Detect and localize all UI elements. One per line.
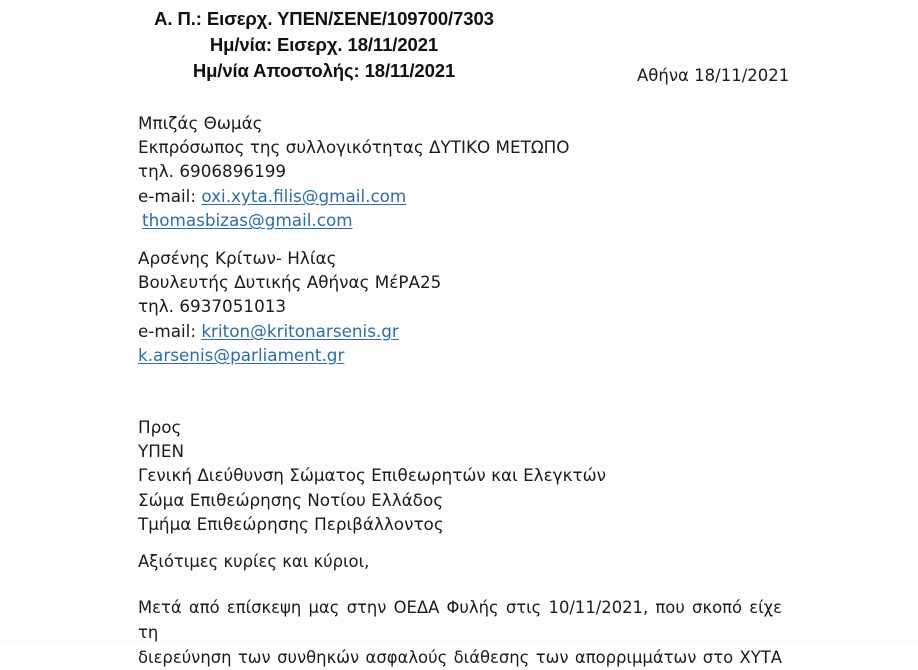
sender-primary-role: Εκπρόσωπος της συλλογικότητας ΔΥΤΙΚΟ ΜΕΤΩΠΟ [138,137,570,158]
sent-date-line: Ημ/νία Αποστολής: 18/11/2021 [192,60,456,81]
sender-primary-email-2[interactable]: thomasbizas@gmail.com [142,209,353,230]
email-label: e-mail: [138,185,196,206]
recipient-department: Τμήμα Επιθεώρησης Περιβάλλοντος [138,513,444,534]
email-label: e-mail: [138,320,196,341]
body-paragraph [138,595,782,670]
sender-secondary-block [138,246,441,367]
recipient-to-label: Προς [138,417,182,437]
body-paragraph-line-1: Μετά από επίσκεψη μας στην ΟΕΔΑ Φυλής στις 10/11/2021, που σκοπό είχε τη [138,598,782,642]
sender-secondary-phone: τηλ. 6937051013 [138,296,287,317]
salutation: Αξιότιμες κυρίες και κύριοι, [138,552,370,571]
sender-primary-name: Μπιζάς Θωμάς [138,113,263,133]
sender-secondary-email-1[interactable]: kriton@kritonarsenis.gr [201,320,399,341]
sender-secondary-email-2[interactable]: k.arsenis@parliament.gr [138,344,345,365]
recipient-directorate: Γενική Διεύθυνση Σώματος Επιθεωρητών και Ελεγκτών [138,465,607,486]
sender-primary-email-row [138,184,569,208]
protocol-number-line: Α. Π.: Εισερχ. ΥΠΕΝ/ΣΕΝΕ/109700/7303 [154,8,494,29]
sender-secondary-role: Βουλευτής Δυτικής Αθήνας ΜέΡΑ25 [138,272,442,293]
recipient-ministry: ΥΠΕΝ [138,441,185,462]
received-date-line: Ημ/νία: Εισερχ. 18/11/2021 [209,34,439,55]
recipient-block [138,415,606,536]
sender-secondary-email-2-row [138,343,441,367]
recipient-body: Σώμα Επιθεώρησης Νοτίου Ελλάδος [138,489,444,510]
city-date: Αθήνα 18/11/2021 [637,66,790,85]
sender-secondary-name: Αρσένης Κρίτων- Ηλίας [138,248,337,268]
sender-secondary-email-row [138,319,441,343]
body-paragraph-line-2: διερεύνηση των συνθηκών ασφαλούς διάθεσης των απορριμμάτων στο ΧΥΤΑ [138,648,782,667]
sender-primary-block [138,111,569,232]
protocol-stamp [0,6,648,84]
sender-primary-email-2-row [138,208,569,232]
sender-primary-email-1[interactable]: oxi.xyta.filis@gmail.com [201,185,407,206]
sender-primary-phone: τηλ. 6906896199 [138,161,287,182]
